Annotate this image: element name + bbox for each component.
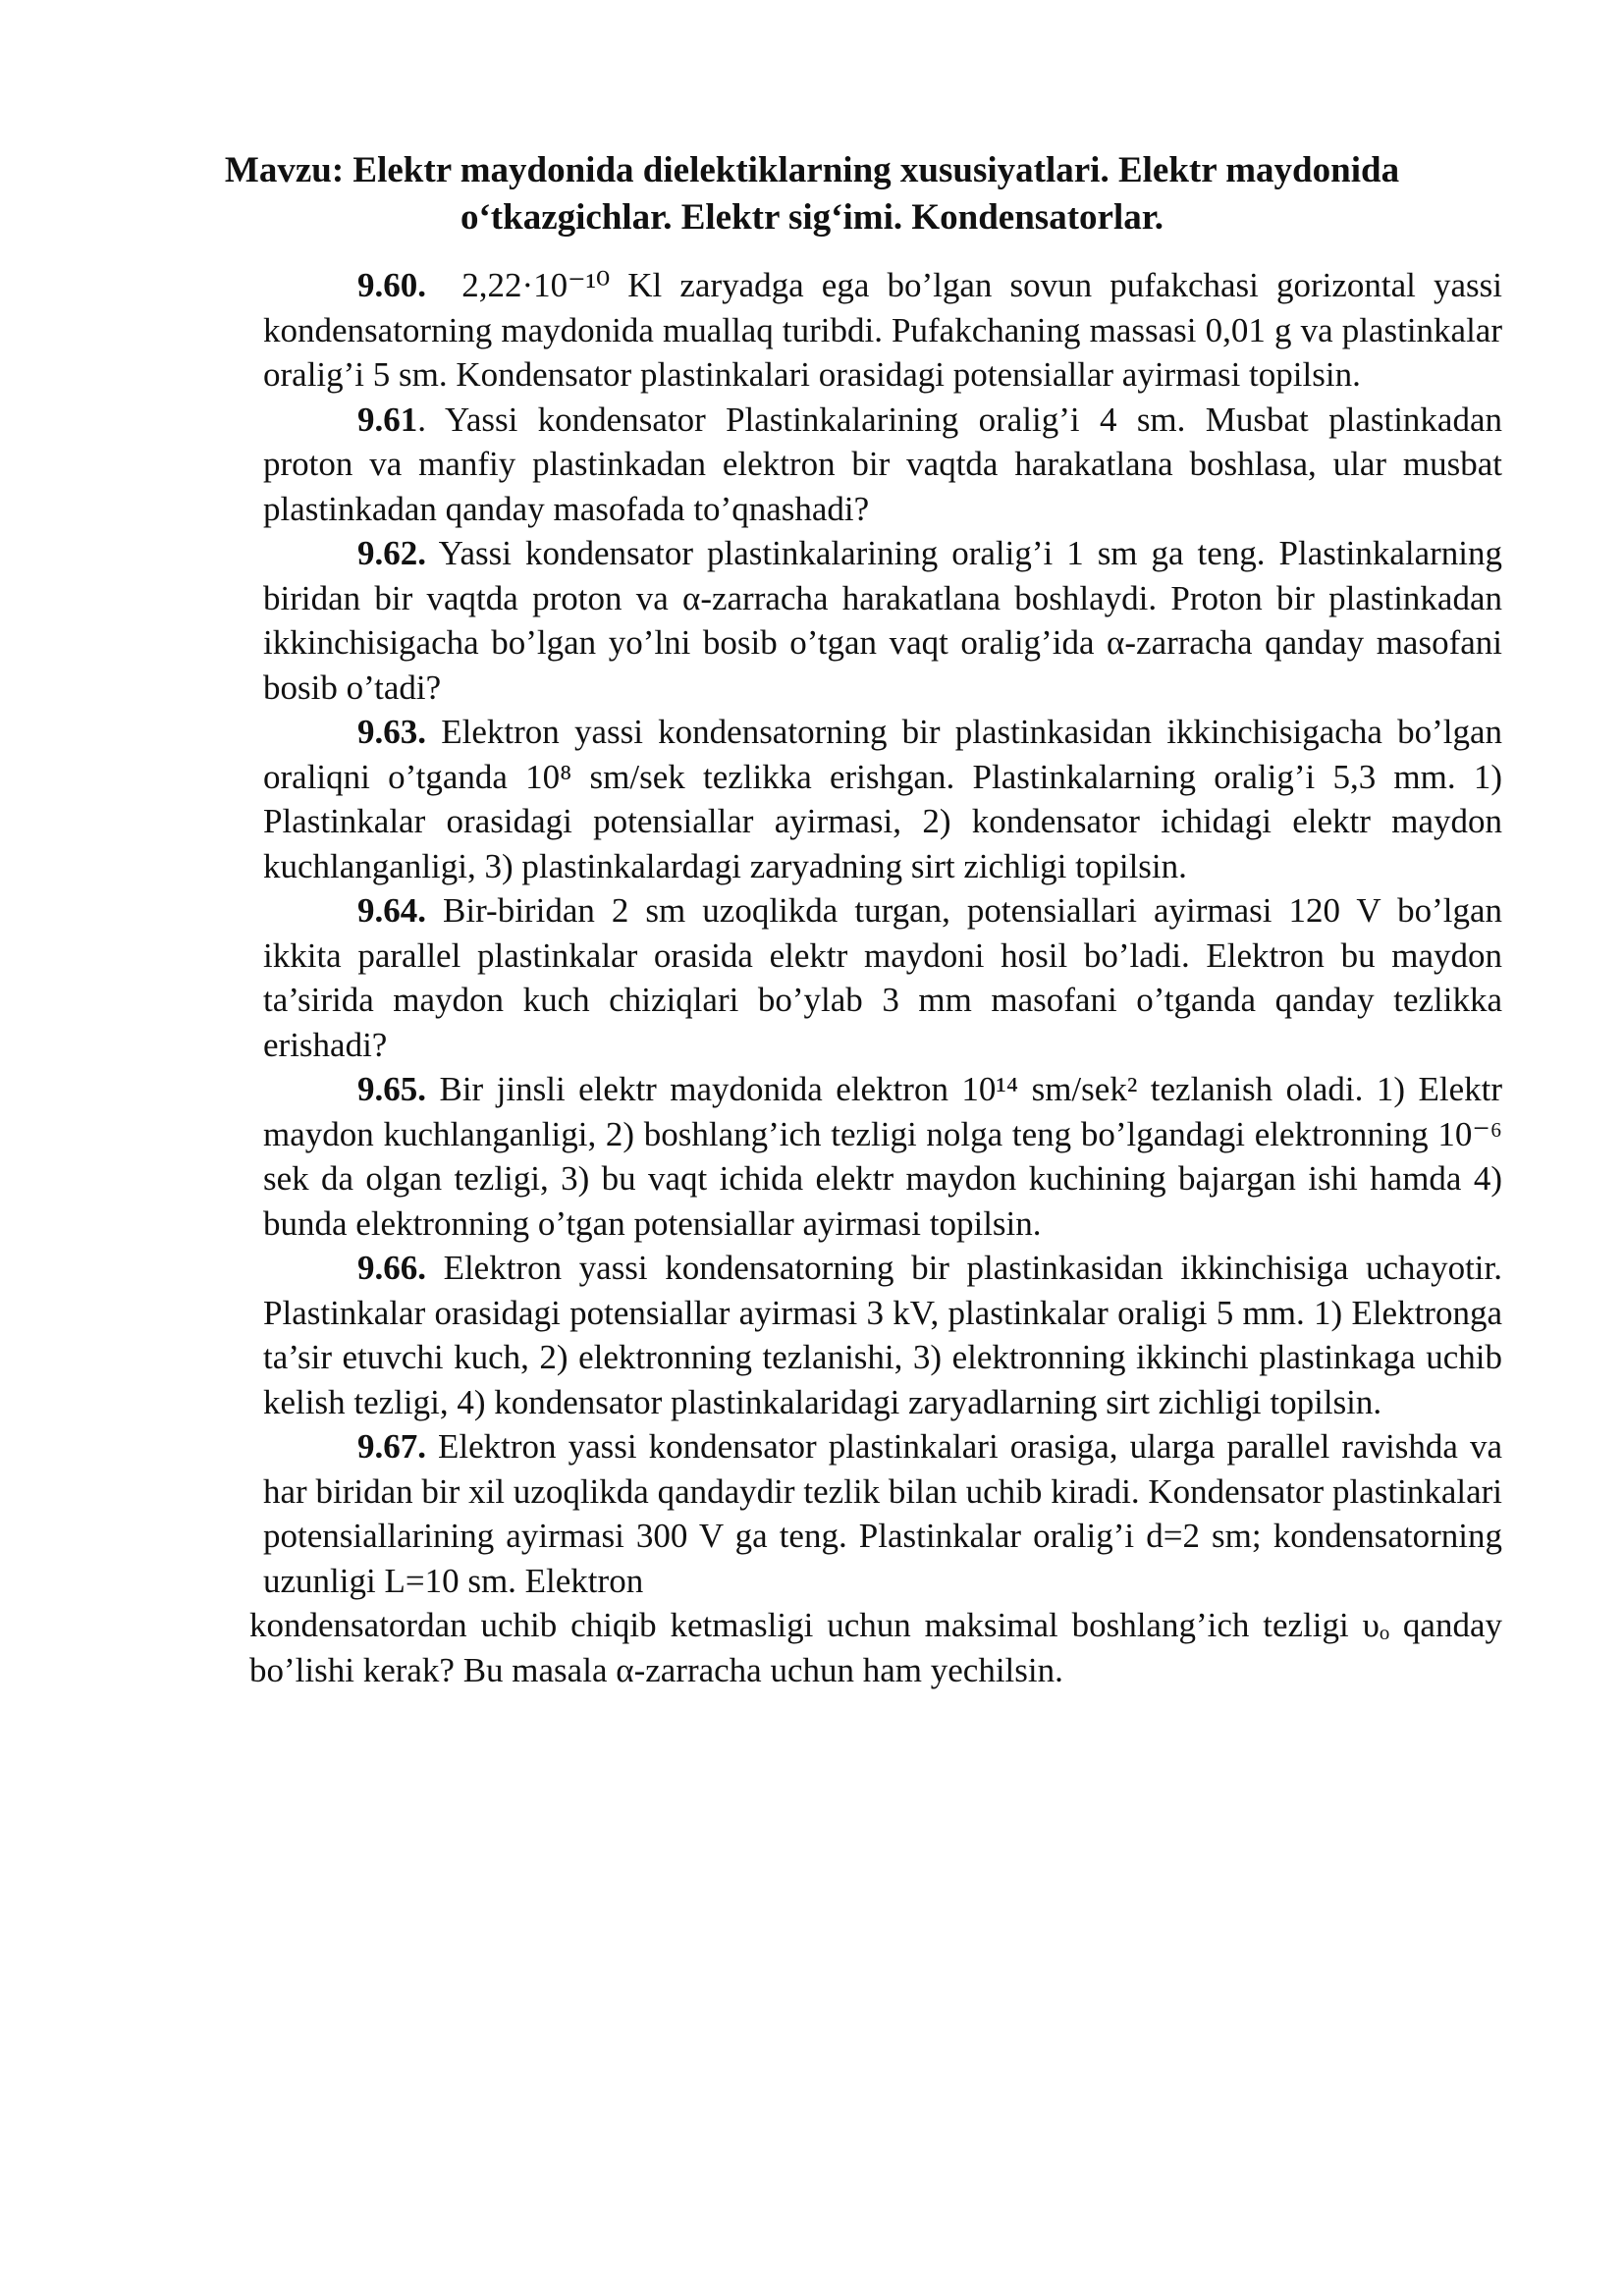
problem-text: Bir-biridan 2 sm uzoqlikda turgan, potensiallari ayirmasi 120 V bo’lgan ikkita parallel plastinkalar orasida elektr maydoni hosil bo’ladi. Elektron bu maydon ta’sirida maydon kuch chiziqlari bo’ylab 3 mm masofani o’tganda qanday tezlikka erishadi?: [263, 891, 1511, 1064]
problem-9-63: [263, 710, 1511, 888]
problem-text: 2,22·10⁻¹⁰ Kl zaryadga ega bo’lgan sovun pufakchasi gorizontal yassi kondensatorning maydonida muallaq turibdi. Pufakchaning massasi 0,01 g va plastinkalar oralig’i 5 sm. Kondensator plastinkalari orasidagi potensiallar ayirmasi topilsin.: [263, 266, 1511, 394]
problem-9-60: [263, 263, 1511, 398]
problem-number: 9.60.: [357, 266, 426, 304]
problem-text-continuation: kondensatordan uchib chiqib ketmasligi uchun maksimal boshlang’ich tezligi υₒ qanday bo’lishi kerak? Bu masala α-zarracha uchun ham yechilsin.: [249, 1606, 1511, 1689]
problem-9-67-continuation: [249, 1603, 1511, 1692]
problem-number: 9.65.: [357, 1070, 426, 1108]
problem-number: 9.66.: [357, 1249, 426, 1287]
problem-list: [249, 263, 1511, 1692]
problem-9-64: [263, 888, 1511, 1067]
problem-text: Bir jinsli elektr maydonida elektron 10¹⁴ sm/sek² tezlanish oladi. 1) Elektr maydon kuchlanganligi, 2) boshlang’ich tezligi nolga teng bo’lgandagi elektronning 10⁻⁶ sek da olgan tezligi, 3) bu vaqt ichida elektr maydon kuchining bajargan ishi hamda 4) bunda elektronning o’tgan potensiallar ayirmasi topilsin.: [263, 1070, 1511, 1243]
page-title: [196, 147, 1428, 241]
problem-9-66: [263, 1246, 1511, 1424]
problem-number: 9.67.: [357, 1427, 426, 1466]
problem-number: 9.63.: [357, 713, 426, 751]
problem-text: Yassi kondensator plastinkalarining oralig’i 1 sm ga teng. Plastinkalarning biridan bir vaqtda proton va α-zarracha harakatlana boshlaydi. Proton bir plastinkadan ikkinchisigacha bo’lgan yo’lni bosib o’tgan vaqt oralig’ida α-zarracha qanday masofani bosib o’tadi?: [263, 534, 1511, 707]
problem-number: 9.64.: [357, 891, 426, 930]
problem-number: 9.62.: [357, 534, 426, 572]
problem-text: Elektron yassi kondensator plastinkalari orasiga, ularga parallel ravishda va har biridan bir xil uzoqlikda qandaydir tezlik bilan uchib kiradi. Kondensator plastinkalari potensiallarining ayirmasi 300 V ga teng. Plastinkalar oralig’i d=2 sm; kondensatorning uzunligi L=10 sm. Elektron: [263, 1427, 1511, 1600]
problem-text: . Yassi kondensator Plastinkalarining oralig’i 4 sm. Musbat plastinkadan proton va manfiy plastinkadan elektron bir vaqtda harakatlana boshlasa, ular musbat plastinkadan qanday masofada to’qnashadi?: [263, 400, 1511, 528]
title-line-2: o‘tkazgichlar. Elektr sig‘imi. Kondensatorlar.: [460, 197, 1164, 238]
problem-9-67: [263, 1424, 1511, 1603]
problem-9-62: [263, 531, 1511, 710]
problem-number: 9.61: [357, 400, 418, 439]
problem-text: Elektron yassi kondensatorning bir plastinkasidan ikkinchisigacha bo’lgan oraliqni o’tganda 10⁸ sm/sek tezlikka erishgan. Plastinkalarning oralig’i 5,3 mm. 1) Plastinkalar orasidagi potensiallar ayirmasi, 2) kondensator ichidagi elektr maydon kuchlanganligi, 3) plastinkalardagi zaryadning sirt zichligi topilsin.: [263, 713, 1511, 885]
problem-9-65: [263, 1067, 1511, 1246]
title-line-1: Mavzu: Elektr maydonida dielektiklarning xususiyatlari. Elektr maydonida: [224, 150, 1400, 190]
problem-9-61: [263, 398, 1511, 532]
problem-text: Elektron yassi kondensatorning bir plastinkasidan ikkinchisiga uchayotir. Plastinkalar orasidagi potensiallar ayirmasi 3 kV, plastinkalar oraligi 5 mm. 1) Elektronga ta’sir etuvchi kuch, 2) elektronning tezlanishi, 3) elektronning ikkinchi plastinkaga uchib kelish tezligi, 4) kondensator plastinkalaridagi zaryadlarning sirt zichligi topilsin.: [263, 1249, 1511, 1421]
